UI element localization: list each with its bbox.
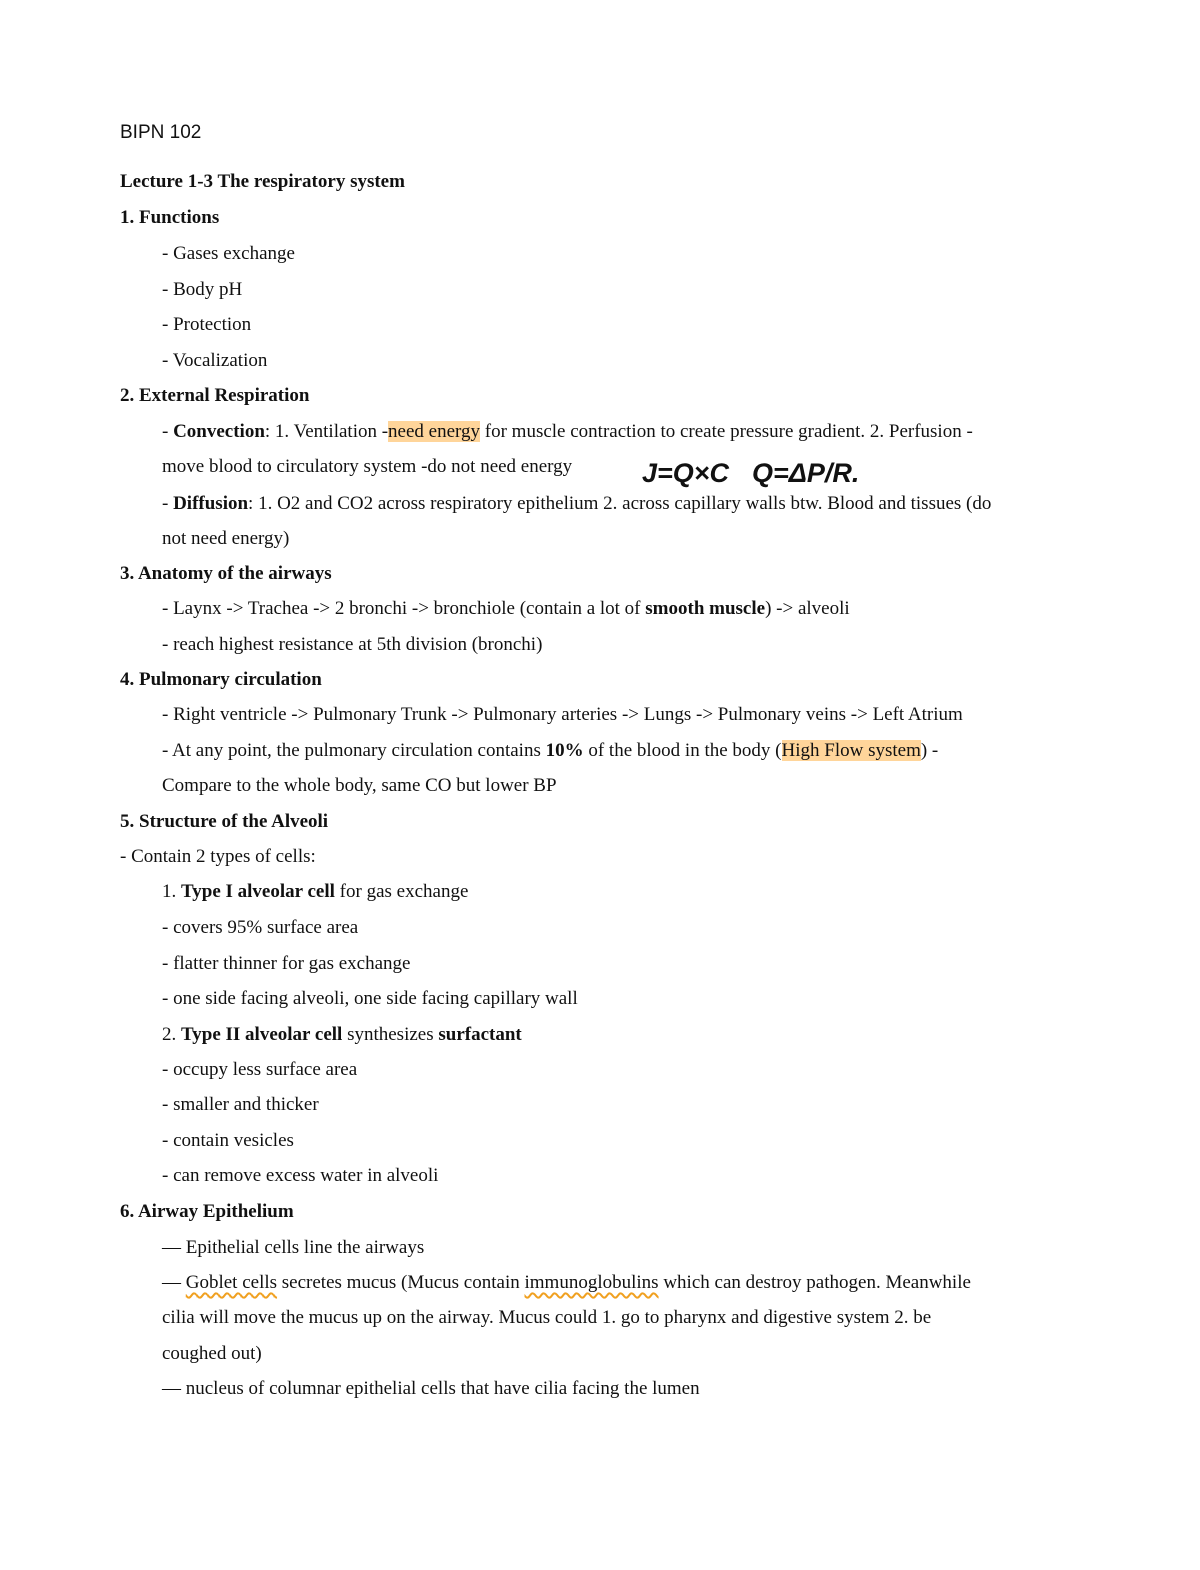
list-item: - occupy less surface area (162, 1059, 358, 1080)
list-item: - At any point, the pulmonary circulation contains 10% of the blood in the body (High Flow system) - (162, 740, 939, 761)
section-heading-pulmonary: 4. Pulmonary circulation (120, 669, 322, 690)
list-item: - can remove excess water in alveoli (162, 1165, 439, 1186)
list-item: - Right ventricle -> Pulmonary Trunk -> Pulmonary arteries -> Lungs -> Pulmonary veins -> Left Atrium (162, 704, 963, 725)
list-item: - Vocalization (162, 350, 268, 371)
list-item-cont: Compare to the whole body, same CO but lower BP (162, 775, 557, 796)
alveoli-intro: - Contain 2 types of cells: (120, 846, 316, 867)
list-item: - Gases exchange (162, 243, 295, 264)
list-item-cont: coughed out) (162, 1343, 262, 1364)
list-item: - smaller and thicker (162, 1094, 319, 1115)
list-item: — Goblet cells secretes mucus (Mucus contain immunoglobulins which can destroy pathogen. Meanwhile (162, 1272, 971, 1293)
type-one-cell: 1. Type I alveolar cell for gas exchange (162, 881, 469, 902)
list-item: - reach highest resistance at 5th division (bronchi) (162, 634, 543, 655)
convection-line-cont: move blood to circulatory system -do not need energy (162, 456, 573, 477)
wavy-underline: Goblet cells (185, 1272, 278, 1293)
section-heading-anatomy: 3. Anatomy of the airways (120, 563, 332, 584)
section-heading-airway-epithelium: 6. Airway Epithelium (120, 1201, 294, 1222)
section-heading-alveoli: 5. Structure of the Alveoli (120, 811, 329, 832)
wavy-underline: immunoglobulins (524, 1272, 659, 1293)
list-item: - Protection (162, 314, 252, 335)
section-heading-functions: 1. Functions (120, 207, 220, 228)
highlight: High Flow system (781, 740, 921, 761)
handwritten-formulas (640, 455, 870, 491)
list-item: — Epithelial cells line the airways (162, 1237, 425, 1258)
section-heading-external-respiration: 2. External Respiration (120, 385, 310, 406)
diffusion-line: - Diffusion: 1. O2 and CO2 across respiratory epithelium 2. across capillary walls btw. Blood and tissues (do (162, 493, 992, 514)
handwritten-formula-flux: J=Q×C (642, 458, 730, 488)
list-item: - covers 95% surface area (162, 917, 359, 938)
list-item: - contain vesicles (162, 1130, 294, 1151)
type-two-cell: 2. Type II alveolar cell synthesizes surfactant (162, 1024, 522, 1045)
diffusion-line-cont: not need energy) (162, 528, 290, 549)
list-item: - Body pH (162, 279, 243, 300)
handwritten-formula-flow: Q=ΔP/R. (752, 458, 860, 488)
list-item: - one side facing alveoli, one side facing capillary wall (162, 988, 578, 1009)
highlight: need energy (388, 421, 481, 442)
list-item: - Laynx -> Trachea -> 2 bronchi -> bronchiole (contain a lot of smooth muscle) -> alveoli (162, 598, 850, 619)
list-item-cont: cilia will move the mucus up on the airway. Mucus could 1. go to pharynx and digestive system 2. be (162, 1307, 932, 1328)
convection-line: - Convection: 1. Ventilation -need energy for muscle contraction to create pressure gradient. 2. Perfusion - (162, 421, 973, 442)
course-code: BIPN 102 (120, 122, 202, 143)
list-item: — nucleus of columnar epithelial cells that have cilia facing the lumen (162, 1378, 700, 1399)
lecture-title: Lecture 1-3 The respiratory system (120, 171, 405, 192)
list-item: - flatter thinner for gas exchange (162, 953, 411, 974)
